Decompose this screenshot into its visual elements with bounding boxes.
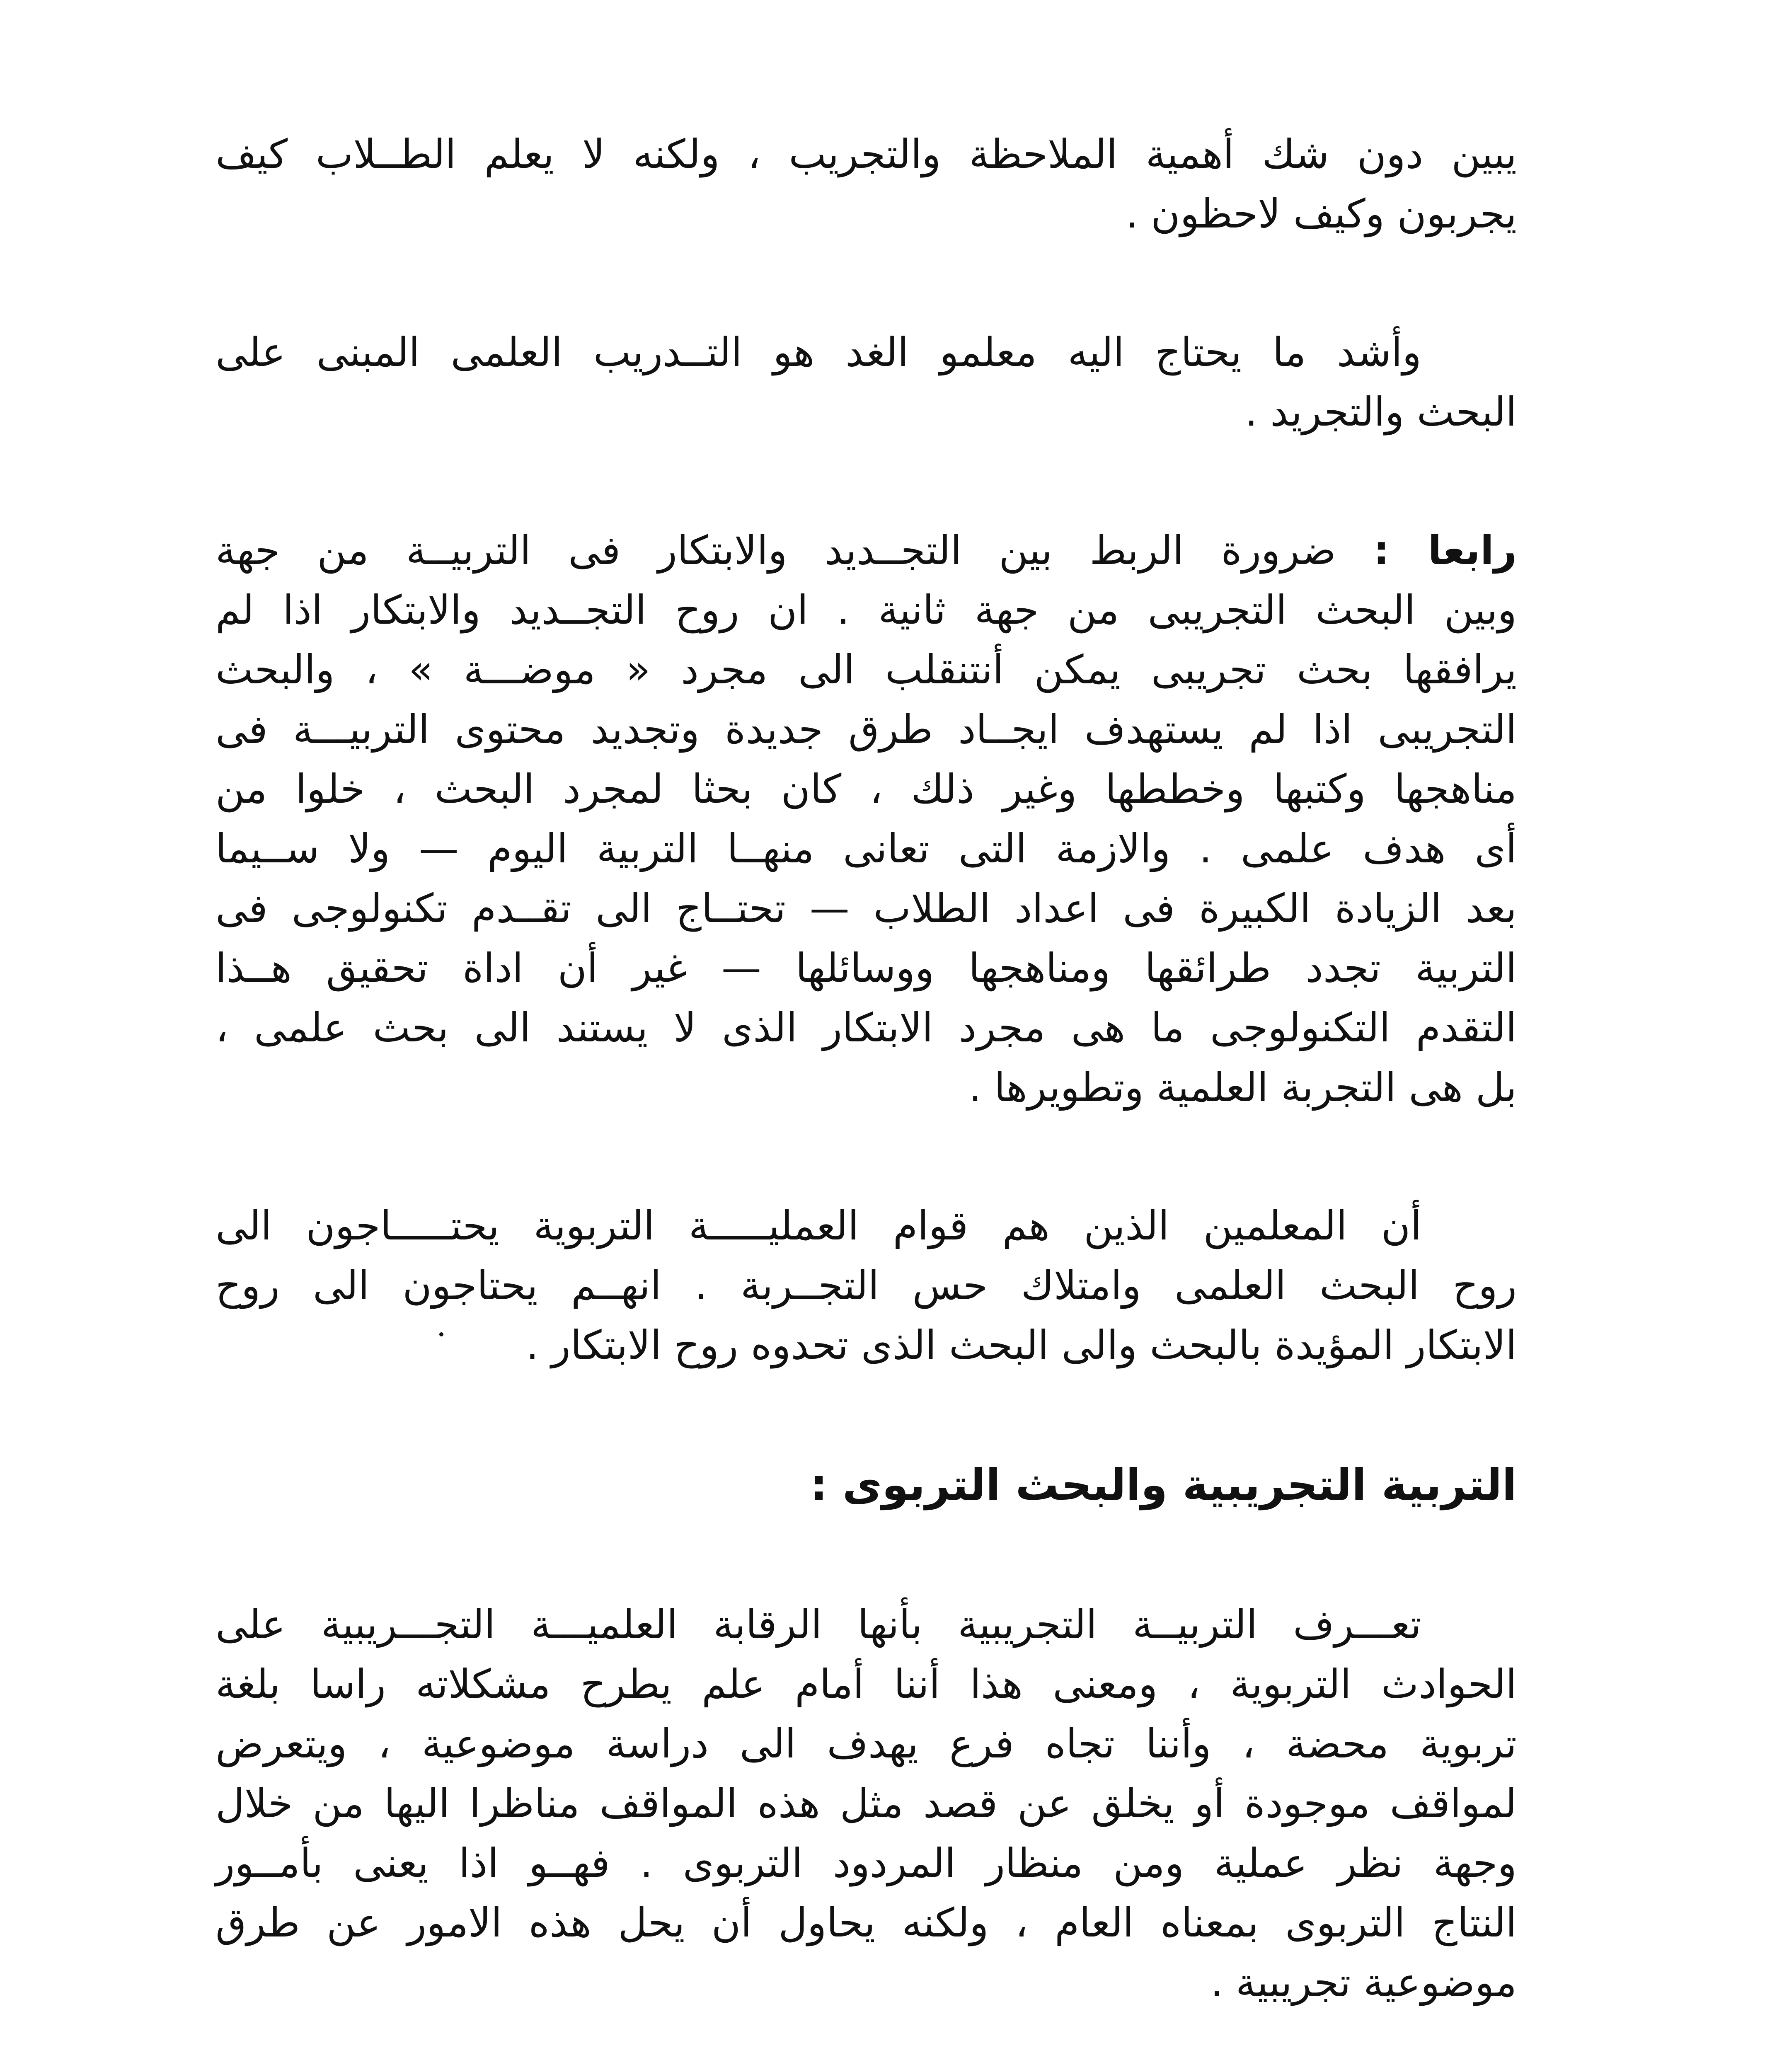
text-line: تعـــرف التربيــة التجريبية بأنها الرقابة العلميـــة التجـــريبية على [215,1601,1421,1648]
text-line: وجهة نظر عملية ومن منظار المردود التربوى . فهــو اذا يعنى بأمــور [215,1840,1517,1886]
text-line: روح البحث العلمى وامتلاك حس التجــربة . انهــم يحتاجون الى روح [215,1262,1517,1309]
text-line: التقدم التكنولوجى ما هى مجرد الابتكار الذى لا يستند الى بحث علمى ، [215,1005,1517,1051]
paragraph-teachers [215,1196,1517,1375]
text-line [215,520,1517,580]
text-line: وأشد ما يحتاج اليه معلمو الغد هو التــدريب العلمى المبنى على [215,329,1421,375]
stray-dot-mark [439,1332,443,1336]
text-line: بل هى التجربة العلمية وتطويرها . [968,1064,1517,1111]
paragraph-definition [215,1595,1517,2012]
text-line: النتاج التربوى بمعناه العام ، ولكنه يحاول أن يحل هذه الامور عن طرق [215,1900,1517,1946]
text-line: التجريبى اذا لم يستهدف ايجــاد طرق جديدة وتجديد محتوى التربيـــة فى [215,706,1517,753]
text-line: موضوعية تجريبية . [1210,1959,1517,2006]
paragraph-section-four [215,520,1517,1117]
text-line-content: ضرورة الربط بين التجــديد والابتكار فى التربيــة من جهة [215,527,1336,574]
text-line: تربوية محضة ، وأننا تجاه فرع يهدف الى دراسة موضوعية ، ويتعرض [215,1721,1517,1767]
text-line: بعد الزيادة الكبيرة فى اعداد الطلاب — تحتــاج الى تقــدم تكنولوجى فى [215,885,1517,932]
text-line: يرافقها بحث تجريبى يمكن أنتنقلب الى مجرد « موضـــة » ، والبحث [215,646,1517,693]
text-line: الحوادث التربوية ، ومعنى هذا أننا أمام علم يطرح مشكلاته راسا بلغة [215,1661,1517,1707]
text-line: أن المعلمين الذين هم قوام العمليـــــة التربوية يحتـــــاجون الى [215,1203,1421,1249]
text-line: الابتكار المؤيدة بالبحث والى البحث الذى تحدوه روح الابتكار . [526,1322,1517,1368]
text-line: أى هدف علمى . والازمة التى تعانى منهــا التربية اليوم — ولا ســيما [215,825,1517,872]
text-line: البحث والتجريد . [1245,389,1517,435]
paragraph-observation [215,124,1517,244]
text-line: يبين دون شك أهمية الملاحظة والتجريب ، ولكنه لا يعلم الطــلاب كيف [215,131,1517,177]
text-line: مناهجها وكتبها وخططها وغير ذلك ، كان بحثا لمجرد البحث ، خلوا من [215,766,1517,812]
text-line: التربية تجدد طرائقها ومناهجها ووسائلها — غير أن اداة تحقيق هــذا [215,945,1517,991]
text-line: وبين البحث التجريبى من جهة ثانية . ان روح التجــديد والابتكار اذا لم [215,587,1517,633]
section-heading: التربية التجريبية والبحث التربوى : [810,1460,1517,1510]
text-line: يجربون وكيف لاحظون . [1126,191,1517,237]
document-page [215,124,1517,2072]
text-line: لمواقف موجودة أو يخلق عن قصد مثل هذه المواقف مناظرا اليها من خلال [215,1780,1517,1827]
paragraph-training [215,322,1517,442]
section-label: رابعا : [1373,527,1517,574]
